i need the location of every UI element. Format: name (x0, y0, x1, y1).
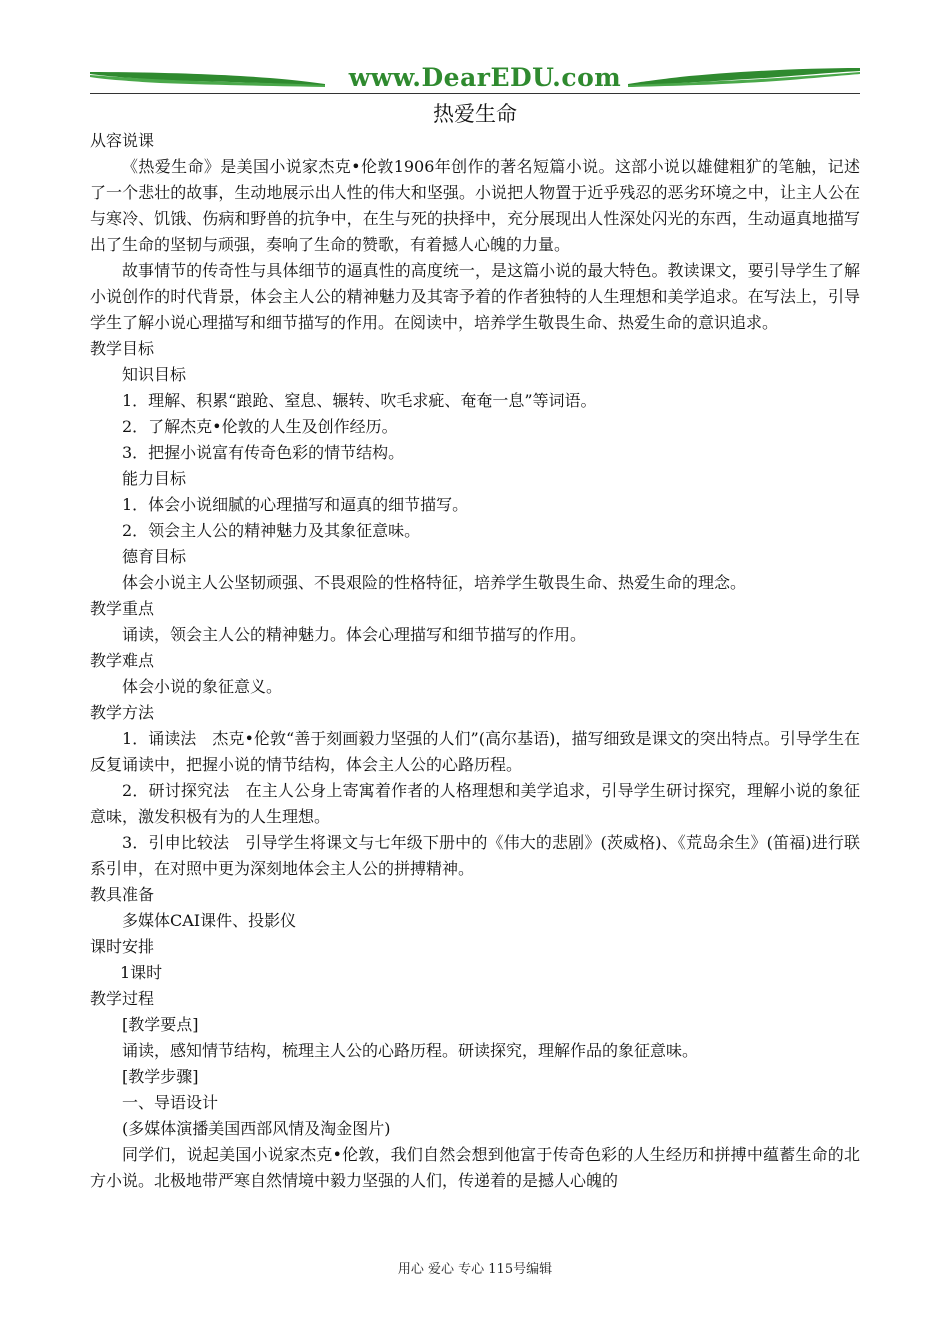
body-paragraph: 3．把握小说富有传奇色彩的情节结构。 (122, 443, 405, 462)
body-paragraph: 2．领会主人公的精神魅力及其象征意味。 (122, 521, 421, 540)
body-paragraph: (多媒体演播美国西部风情及淘金图片) (122, 1119, 391, 1138)
document-title: 热爱生命 (433, 102, 517, 126)
body-paragraph: 体会小说的象征意义。 (122, 677, 283, 696)
body-paragraph: 诵读，领会主人公的精神魅力。体会心理描写和细节描写的作用。 (122, 625, 587, 644)
header-divider (90, 93, 860, 94)
section-heading: 教学方法 (90, 703, 155, 722)
site-logo-text: www.DearEDU.com (348, 63, 622, 92)
body-paragraph: 体会小说主人公坚韧顽强、不畏艰险的性格特征，培养学生敬畏生命、热爱生命的理念。 (122, 573, 747, 592)
section-heading: 教学目标 (90, 339, 155, 358)
body-paragraph: 故事情节的传奇性与具体细节的逼真性的高度统一，是这篇小说的最大特色。教读课文，要引导学生了解小说创作的时代背景，体会主人公的精神魅力及其寄予着的作者独特的人生理想和美学追求。在写法上，引导学生了解小说心理描写和细节描写的作用。在阅读中，培养学生敬畏生命、热爱生命的意识追求。 (90, 261, 860, 332)
body-paragraph: 诵读，感知情节结构，梳理主人公的心路历程。研读探究，理解作品的象征意味。 (122, 1041, 699, 1060)
body-paragraph: 1．体会小说细腻的心理描写和逼真的细节描写。 (122, 495, 469, 514)
body-paragraph: 1课时 (120, 963, 163, 982)
section-heading: 教具准备 (90, 885, 155, 904)
section-heading: 课时安排 (90, 937, 155, 956)
body-paragraph: 2．了解杰克•伦敦的人生及创作经历。 (122, 417, 398, 436)
page-footer: 用心 爱心 专心 115号编辑 (397, 1262, 553, 1277)
section-heading: 教学重点 (90, 599, 155, 618)
body-paragraph: 1．理解、积累“踉跄、窒息、辗转、吹毛求疵、奄奄一息”等词语。 (122, 391, 597, 410)
body-paragraph: 德育目标 (122, 547, 187, 566)
body-paragraph: 1．诵读法 杰克•伦敦“善于刻画毅力坚强的人们”(高尔基语)，描写细致是课文的突出特点。引导学生在反复诵读中，把握小说的情节结构，体会主人公的心路历程。 (90, 729, 860, 774)
body-paragraph: 3．引申比较法 引导学生将课文与七年级下册中的《伟大的悲剧》(茨威格)、《荒岛余生》(笛福)进行联系引申，在对照中更为深刻地体会主人公的拼搏精神。 (90, 833, 860, 878)
body-paragraph: [教学要点] (122, 1015, 199, 1034)
body-paragraph: 一、导语设计 (122, 1093, 219, 1112)
body-paragraph: 能力目标 (122, 469, 187, 488)
document-body (90, 128, 860, 1194)
section-heading: 教学难点 (90, 651, 155, 670)
body-paragraph: 多媒体CAI课件、投影仪 (122, 911, 297, 930)
body-paragraph: 同学们，说起美国小说家杰克•伦敦，我们自然会想到他富于传奇色彩的人生经历和拼搏中蕴蓄生命的北方小说。北极地带严寒自然情境中毅力坚强的人们，传递着的是撼人心魄的 (90, 1145, 860, 1190)
body-paragraph: 《热爱生命》是美国小说家杰克•伦敦1906年创作的著名短篇小说。这部小说以雄健粗犷的笔触，记述了一个悲壮的故事，生动地展示出人性的伟大和坚强。小说把人物置于近乎残忍的恶劣环境之中，让主人公在与寒冷、饥饿、伤病和野兽的抗争中，在生与死的抉择中，充分展现出人性深处闪光的东西，生动逼真地描写出了生命的坚韧与顽强，奏响了生命的赞歌，有着撼人心魄的力量。 (90, 157, 860, 254)
body-paragraph: 知识目标 (122, 365, 187, 384)
section-heading: 从容说课 (90, 131, 155, 150)
body-paragraph: 2．研讨探究法 在主人公身上寄寓着作者的人格理想和美学追求，引导学生研讨探究，理解小说的象征意味，激发积极有为的人生理想。 (90, 781, 860, 826)
site-header-banner (90, 62, 860, 96)
body-paragraph: [教学步骤] (122, 1067, 199, 1086)
section-heading: 教学过程 (90, 989, 155, 1008)
